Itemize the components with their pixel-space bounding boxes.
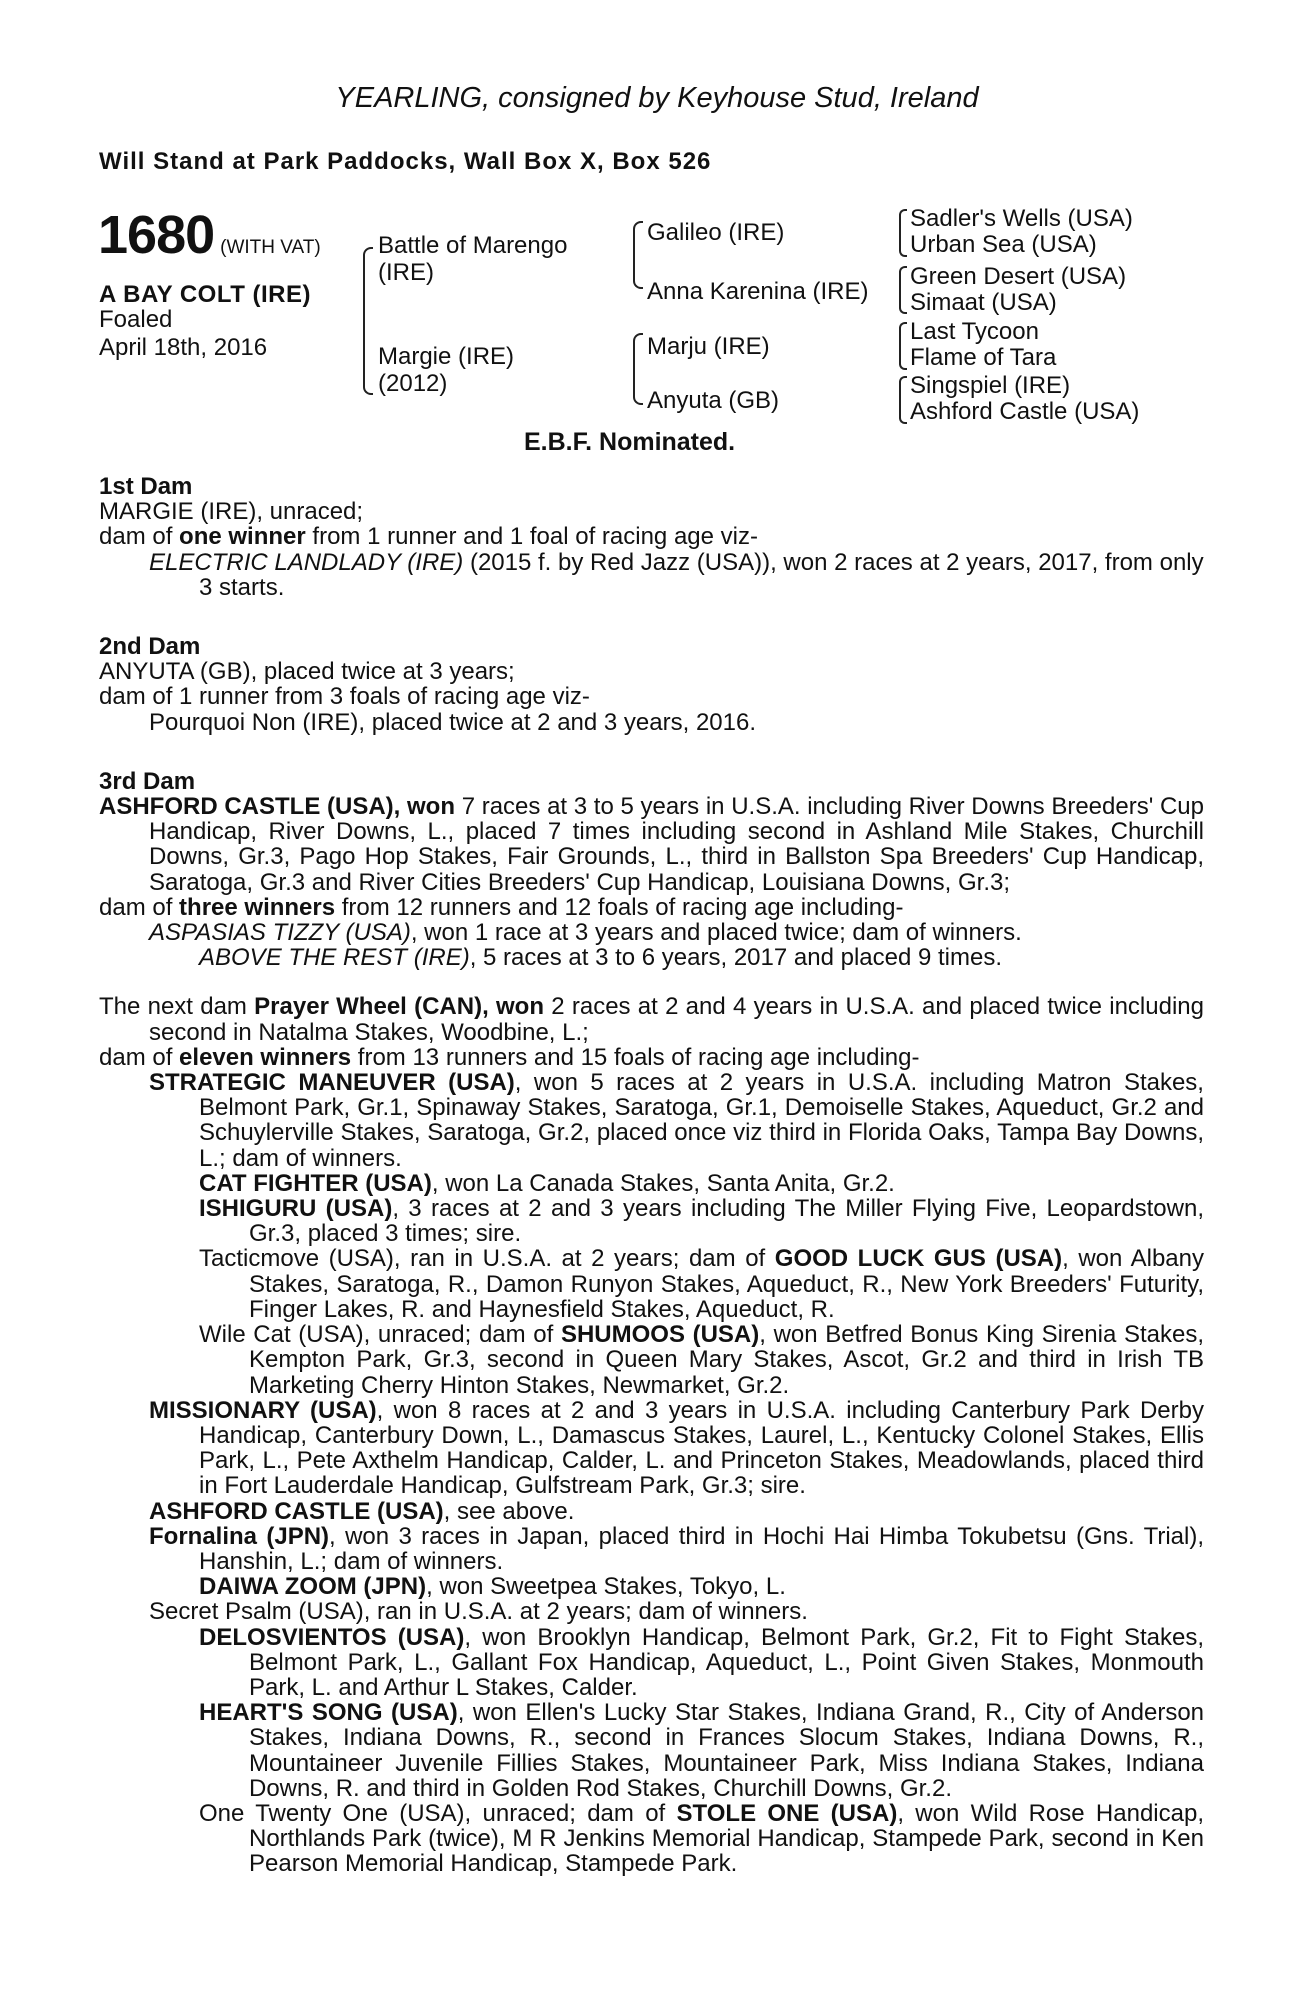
pedigree-brace <box>899 209 907 257</box>
catalogue-body <box>99 474 1204 1877</box>
page-heading: YEARLING, consigned by Keyhouse Stud, Ireland <box>335 82 979 114</box>
pedigree-dam-dam: Anyuta (GB) <box>647 387 780 414</box>
next-dam-produce: dam of eleven winners from 13 runners and 15 foals of racing age including- <box>99 1043 920 1071</box>
next-dam-progeny: Secret Psalm (USA), ran in U.S.A. at 2 years; dam of winners. <box>149 1598 808 1626</box>
lot-number: 1680 <box>98 205 215 265</box>
second-dam-produce: dam of 1 runner from 3 foals of racing age viz- <box>99 683 590 711</box>
second-dam-line: ANYUTA (GB), placed twice at 3 years; <box>99 658 515 686</box>
pedigree-dam: Margie (IRE) (2012) <box>378 343 515 397</box>
pedigree-gen3: Green Desert (USA) <box>910 263 1127 290</box>
lot-number-block <box>98 204 321 266</box>
pedigree-sire-sire: Galileo (IRE) <box>647 219 785 246</box>
ebf-note: E.B.F. Nominated. <box>524 428 736 456</box>
next-dam-progeny: DELOSVIENTOS (USA), won Brooklyn Handicap, Belmont Park, Gr.2, Fit to Fight Stakes, Belmont Park, L., Gallant Fox Handicap, Aqueduct, L., Point Given Stakes, Monmouth Park, L. and Arthur L Stakes, Calder. <box>199 1623 1205 1701</box>
vat-note: (WITH VAT) <box>220 237 321 258</box>
next-dam-progeny: DAIWA ZOOM (JPN), won Sweetpea Stakes, Tokyo, L. <box>199 1573 786 1601</box>
pedigree-gen3: Sadler's Wells (USA) <box>910 205 1133 232</box>
foaled-date: April 18th, 2016 <box>99 334 268 361</box>
first-dam-produce: dam of one winner from 1 runner and 1 foal of racing age viz- <box>99 523 758 551</box>
next-dam-record: The next dam Prayer Wheel (CAN), won 2 races at 2 and 4 years in U.S.A. and placed twice including second in Natalma Stakes, Woodbine, L.; <box>99 993 1204 1046</box>
pedigree-brace <box>633 333 643 405</box>
next-dam-progeny: MISSIONARY (USA), won 8 races at 2 and 3 years in U.S.A. including Canterbury Park Derby Handicap, Canterbury Down, L., Damascus Stakes, Laurel, L., Kentucky Colonel Stakes, Ellis Park, L., Pete Axthelm Handicap, Calder, L. and Princeton Stakes, Meadowlands, placed third in Fort Lauderdale Handicap, Gulfstream Park, Gr.3; sire. <box>149 1396 1204 1500</box>
pedigree-gen3: Last Tycoon <box>910 318 1039 345</box>
pedigree-dam-sire: Marju (IRE) <box>647 333 770 360</box>
next-dam-progeny: ASHFORD CASTLE (USA), see above. <box>149 1497 575 1525</box>
next-dam-progeny: STRATEGIC MANEUVER (USA), won 5 races at 2 years in U.S.A. including Matron Stakes, Belmont Park, Gr.1, Spinaway Stakes, Saratoga, Gr.1, Demoiselle Stakes, Aqueduct, Gr.2 and Schuylerville Stakes, Saratoga, Gr.2, placed once viz third in Florida Oaks, Tampa Bay Downs, L.; dam of winners. <box>149 1069 1204 1172</box>
foaled-label: Foaled <box>99 306 173 333</box>
foaled-info <box>99 306 267 362</box>
pedigree-sire: Battle of Marengo (IRE) <box>378 232 568 286</box>
next-dam-progeny: Tacticmove (USA), ran in U.S.A. at 2 years; dam of GOOD LUCK GUS (USA), won Albany Stakes, Saratoga, R., Damon Runyon Stakes, Aqueduct, R., New York Breeders' Futurity, Finger Lakes, R. and Haynesfield Stakes, Aqueduct, R. <box>199 1245 1204 1323</box>
third-dam-progeny: ABOVE THE REST (IRE), 5 races at 3 to 6 years, 2017 and placed 9 times. <box>199 944 1003 972</box>
pedigree-gen3: Ashford Castle (USA) <box>910 398 1140 425</box>
next-dam-progeny: ISHIGURU (USA), 3 races at 2 and 3 years including The Miller Flying Five, Leopardstown, Gr.3, placed 3 times; sire. <box>199 1195 1204 1248</box>
next-dam-progeny: Fornalina (JPN), won 3 races in Japan, placed third in Hochi Hai Himba Tokubetsu (Gns. Trial), Hanshin, L.; dam of winners. <box>149 1522 1204 1575</box>
second-dam-progeny: Pourquoi Non (IRE), placed twice at 2 and 3 years, 2016. <box>149 708 757 736</box>
stand-location: Will Stand at Park Paddocks, Wall Box X, Box 526 <box>99 148 712 175</box>
pedigree-brace <box>899 322 907 370</box>
pedigree-brace <box>363 247 373 395</box>
third-dam-progeny: ASPASIAS TIZZY (USA), won 1 race at 3 years and placed twice; dam of winners. <box>149 919 1022 947</box>
pedigree-gen3: Simaat (USA) <box>910 289 1057 316</box>
lot-description: A BAY COLT (IRE) <box>99 281 312 308</box>
next-dam-progeny: HEART'S SONG (USA), won Ellen's Lucky Star Stakes, Indiana Grand, R., City of Anderson Stakes, Indiana Downs, R., second in Frances Slocum Stakes, Indiana Downs, R., Mountaineer Juvenile Fillies Stakes, Mountaineer Park, Miss Indiana Stakes, Indiana Downs, R. and third in Golden Rod Stakes, Churchill Downs, Gr.2. <box>199 1699 1205 1802</box>
first-dam-line: MARGIE (IRE), unraced; <box>99 498 364 526</box>
section-heading-3rd-dam: 3rd Dam <box>99 767 196 795</box>
section-heading-1st-dam: 1st Dam <box>99 473 193 500</box>
pedigree-gen3: Flame of Tara <box>910 344 1057 371</box>
pedigree-gen3: Singspiel (IRE) <box>910 372 1071 399</box>
pedigree-brace <box>899 376 907 424</box>
pedigree-brace <box>899 266 907 314</box>
next-dam-progeny: CAT FIGHTER (USA), won La Canada Stakes, Santa Anita, Gr.2. <box>199 1169 895 1197</box>
third-dam-record: ASHFORD CASTLE (USA), won 7 races at 3 to 5 years in U.S.A. including River Downs Breeders' Cup Handicap, River Downs, L., placed 7 times including second in Ashland Mile Stakes, Churchill Downs, Gr.3, Pago Hop Stakes, Fair Grounds, L., third in Ballston Spa Breeders' Cup Handicap, Saratoga, Gr.3 and River Cities Breeders' Cup Handicap, Louisiana Downs, Gr.3; <box>99 793 1205 896</box>
next-dam-progeny: Wile Cat (USA), unraced; dam of SHUMOOS (USA), won Betfred Bonus King Sirenia Stakes, Kempton Park, Gr.3, second in Queen Mary Stakes, Ascot, Gr.2 and third in Irish TB Marketing Cherry Hinton Stakes, Newmarket, Gr.2. <box>199 1321 1204 1399</box>
next-dam-progeny: One Twenty One (USA), unraced; dam of STOLE ONE (USA), won Wild Rose Handicap, Northlands Park (twice), M R Jenkins Memorial Handicap, Stampede Park, second in Ken Pearson Memorial Handicap, Stampede Park. <box>199 1799 1204 1878</box>
first-dam-progeny: ELECTRIC LANDLADY (IRE) (2015 f. by Red Jazz (USA)), won 2 races at 2 years, 2017, from only 3 starts. <box>149 548 1204 601</box>
section-heading-2nd-dam: 2nd Dam <box>99 633 201 661</box>
pedigree-brace <box>633 221 643 289</box>
third-dam-produce: dam of three winners from 12 runners and 12 foals of racing age including- <box>99 893 904 921</box>
pedigree-sire-dam: Anna Karenina (IRE) <box>647 278 869 305</box>
pedigree-gen3: Urban Sea (USA) <box>910 231 1097 258</box>
